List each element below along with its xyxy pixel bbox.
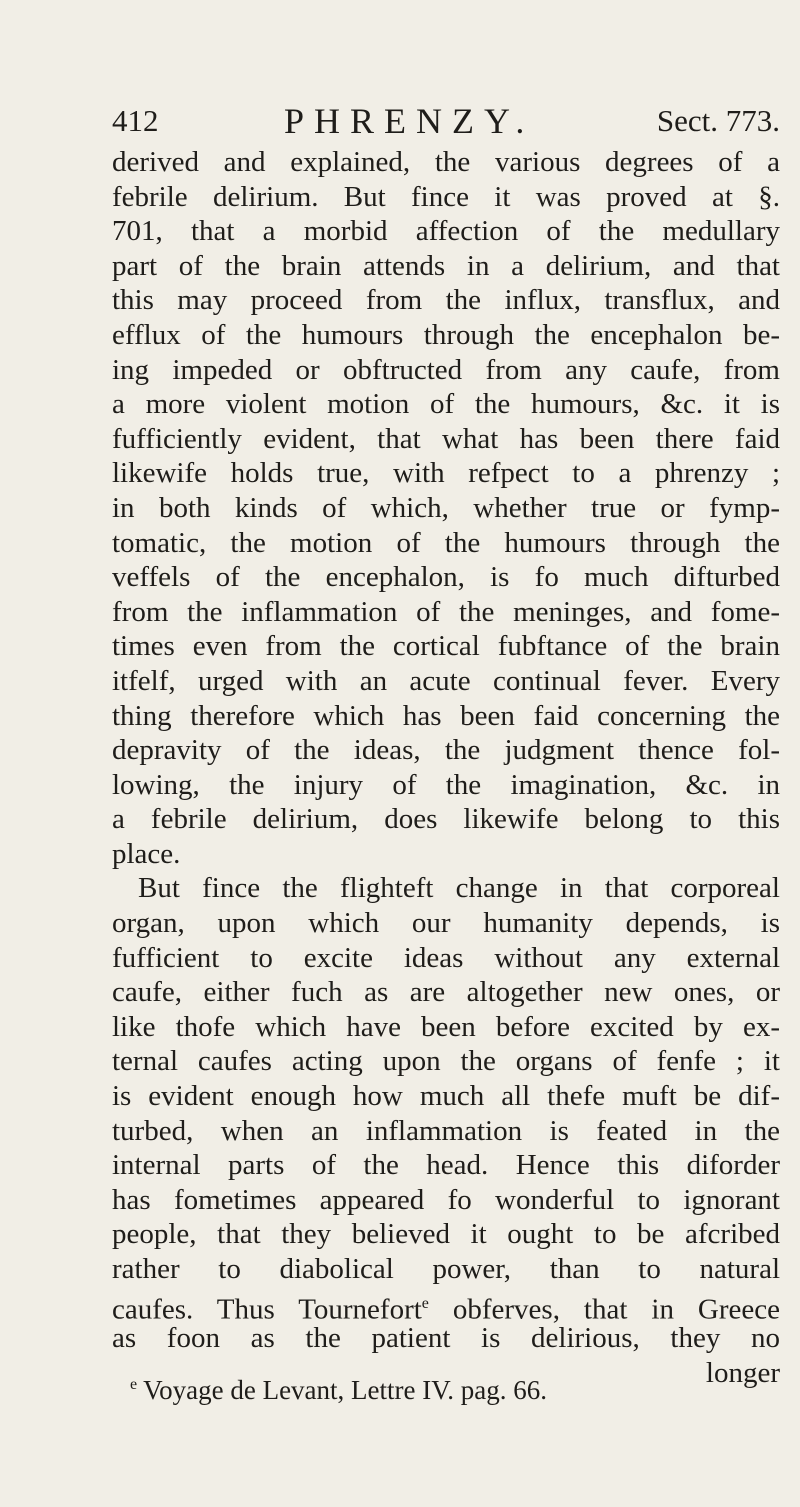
- text-line: thing therefore which has been faid concerning the: [112, 699, 780, 732]
- text-line: likewife holds true, with refpect to a phrenzy ;: [112, 457, 780, 490]
- text-line: veffels of the encephalon, is fo much difturbed: [112, 561, 780, 594]
- text-line: fufficiently evident, that what has been there faid: [112, 422, 780, 455]
- section-number: Sect. 773.: [656, 103, 780, 138]
- text-line: people, that they believed it ought to be afcribed: [112, 1218, 780, 1251]
- text-line: ing impeded or obftructed from any caufe, from: [112, 353, 780, 386]
- text-line: efflux of the humours through the encephalon be-: [112, 318, 780, 351]
- text-line: place.: [112, 837, 181, 870]
- text-line: part of the brain attends in a delirium, and that: [112, 249, 780, 282]
- text-line: turbed, when an inflammation is feated in the: [112, 1114, 780, 1147]
- text-line: ternal caufes acting upon the organs of fenfe ; it: [112, 1045, 780, 1078]
- text-line: fufficient to excite ideas without any external: [112, 941, 780, 974]
- text-line: itfelf, urged with an acute continual fever. Every: [112, 664, 780, 697]
- text-line: like thofe which have been before excited by ex-: [112, 1010, 780, 1043]
- text-line: has fometimes appeared fo wonderful to ignorant: [112, 1183, 780, 1216]
- text-line: derived and explained, the various degrees of a: [112, 146, 780, 178]
- text-fragment: obferves, that in Greece: [428, 1293, 780, 1326]
- catchword: longer: [705, 1356, 780, 1389]
- text-line: organ, upon which our humanity depends, is: [112, 907, 780, 940]
- text-line: from the inflammation of the meninges, and fome-: [112, 595, 780, 628]
- text-line: depravity of the ideas, the judgment thence fol-: [112, 734, 780, 767]
- text-line: febrile delirium. But fince it was proved at §.: [112, 180, 780, 213]
- text-fragment: caufes. Thus Tournefort: [112, 1293, 422, 1326]
- text-line: rather to diabolical power, than to natural: [112, 1253, 780, 1285]
- text-line: this may proceed from the influx, transflux, and: [112, 284, 780, 317]
- text-line: times even from the cortical fubftance of the brain: [112, 630, 780, 663]
- footnote-reference: e: [421, 1294, 429, 1312]
- text-line: lowing, the injury of the imagination, &c. in: [112, 768, 780, 801]
- text-line: caufe, either fuch as are altogether new ones, or: [112, 976, 780, 1009]
- footnote-mark: e: [130, 1376, 138, 1393]
- text-line: a febrile delirium, does likewife belong to this: [112, 803, 780, 836]
- body-text: [112, 145, 780, 1390]
- text-line: is evident enough how much all thefe muft be dif-: [112, 1080, 780, 1113]
- text-line-with-footnote-ref: [112, 1287, 780, 1326]
- text-line: in both kinds of which, whether true or fymp-: [112, 491, 780, 524]
- text-line: internal parts of the head. Hence this diforder: [112, 1149, 780, 1182]
- page-number: 412: [112, 103, 159, 138]
- text-line: tomatic, the motion of the humours through the: [112, 526, 780, 559]
- text-line: as foon as the patient is delirious, they no: [112, 1322, 780, 1355]
- text-line: a more violent motion of the humours, &c. it is: [112, 388, 780, 421]
- page-header: [112, 98, 780, 144]
- footnote-text: Voyage de Levant, Lettre IV. pag. 66.: [143, 1375, 547, 1405]
- footnote: [130, 1368, 730, 1407]
- running-title: PHRENZY.: [284, 101, 535, 141]
- text-line: 701, that a morbid affection of the medullary: [112, 215, 780, 248]
- text-line: But fince the flighteft change in that corporeal: [138, 872, 780, 905]
